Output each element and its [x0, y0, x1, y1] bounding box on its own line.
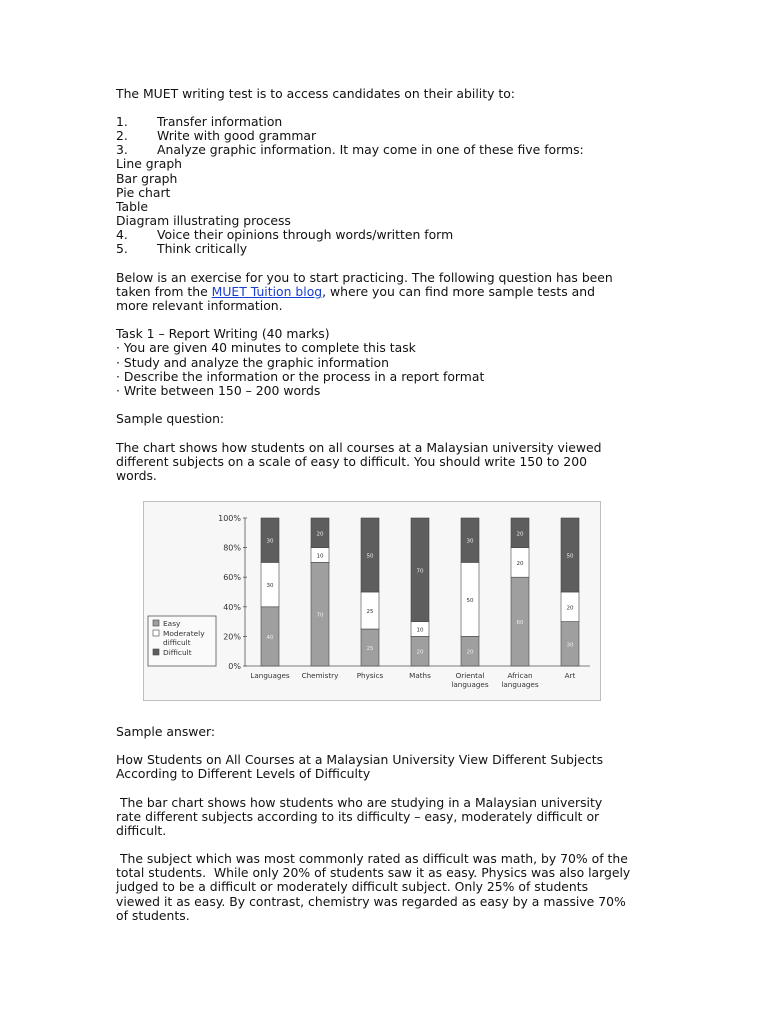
bar-data-label: 30 [566, 642, 574, 649]
form-item: Line graph [116, 156, 183, 171]
bar-data-label: 20 [416, 649, 424, 656]
question-line: The chart shows how students on all courses at a Malaysian university viewed [116, 440, 602, 455]
y-tick-label: 20% [223, 632, 241, 642]
x-tick-label: Chemistry [301, 671, 339, 680]
bar-data-label: 25 [366, 646, 374, 652]
paragraph-line: of students. [116, 908, 190, 923]
legend-swatch [153, 630, 159, 636]
list-text: Write with good grammar [157, 128, 317, 143]
legend-label: Easy [163, 619, 181, 628]
exercise-line: more relevant information. [116, 298, 283, 313]
task-bullet: · Study and analyze the graphic information [116, 355, 389, 370]
exercise-line: Below is an exercise for you to start practicing. The following question has been [116, 270, 613, 285]
x-tick-label: Maths [409, 671, 431, 680]
bar-data-label: 10 [416, 627, 424, 634]
paragraph-line: difficult. [116, 823, 167, 838]
intro-text: The MUET writing test is to access candidates on their ability to: [116, 86, 515, 101]
sample-question-label: Sample question: [116, 411, 225, 426]
paragraph-line: judged to be a difficult or moderately difficult subject. Only 25% of students [116, 879, 589, 894]
bar-data-label: 50 [566, 553, 574, 560]
form-item: Diagram illustrating process [116, 213, 291, 228]
bar-data-label: 70 [416, 568, 424, 575]
list-text: Think critically [157, 241, 248, 256]
list-number: 5. [116, 241, 128, 256]
form-item: Bar graph [116, 171, 178, 186]
exercise-text: , where you can find more sample tests and [322, 284, 595, 299]
y-tick-label: 80% [223, 543, 241, 553]
list-number: 1. [116, 114, 128, 129]
bar-data-label: 30 [466, 538, 474, 545]
list-number: 4. [116, 227, 128, 242]
legend-swatch [153, 649, 159, 655]
legend-label: Difficult [163, 648, 192, 657]
bar-data-label: 40 [266, 634, 274, 641]
x-tick-label: languages [501, 680, 539, 689]
paragraph-line: The bar chart shows how students who are studying in a Malaysian university [116, 795, 603, 810]
task-title: Task 1 – Report Writing (40 marks) [116, 326, 330, 341]
bar-data-label: 20 [316, 531, 324, 538]
paragraph-line: total students. While only 20% of students saw it as easy. Physics was also largely [116, 865, 631, 880]
list-text: Voice their opinions through words/written form [157, 227, 454, 242]
task-bullet: · You are given 40 minutes to complete this task [116, 340, 416, 355]
difficulty-bar-chart [143, 501, 601, 701]
y-tick-label: 60% [223, 573, 241, 583]
question-line: words. [116, 468, 157, 483]
list-item [116, 242, 247, 256]
x-tick-label: African [507, 671, 533, 680]
task-bullet: · Describe the information or the process in a report format [116, 369, 485, 384]
question-line: different subjects on a scale of easy to difficult. You should write 150 to 200 [116, 454, 587, 469]
list-item [116, 143, 584, 157]
bar-data-label: 20 [466, 649, 474, 656]
paragraph-line: The subject which was most commonly rated as difficult was math, by 70% of the [116, 851, 628, 866]
sample-answer-label: Sample answer: [116, 724, 216, 739]
exercise-text: taken from the [116, 284, 212, 299]
list-number: 3. [116, 142, 128, 157]
bar-data-label: 60 [516, 620, 524, 627]
x-tick-label: Oriental [455, 671, 485, 680]
x-tick-label: Physics [356, 671, 384, 680]
task-bullet: · Write between 150 – 200 words [116, 383, 321, 398]
y-tick-label: 40% [223, 602, 241, 612]
paragraph-line: rate different subjects according to its difficulty – easy, moderately difficult or [116, 809, 600, 824]
bar-data-label: 30 [266, 583, 274, 590]
list-number: 2. [116, 128, 128, 143]
list-text: Transfer information [157, 114, 283, 129]
chart-canvas [144, 502, 600, 700]
bar-data-label: 30 [266, 538, 274, 545]
bar-data-label: 10 [316, 553, 324, 560]
y-tick-label: 100% [218, 514, 241, 523]
list-text: Analyze graphic information. It may come in one of these five forms: [157, 142, 584, 157]
bar-data-label: 50 [366, 553, 374, 560]
paragraph-line: viewed it as easy. By contrast, chemistry was regarded as easy by a massive 70% [116, 894, 626, 909]
bar-data-label: 20 [566, 605, 574, 612]
answer-title-line: According to Different Levels of Difficulty [116, 766, 371, 781]
legend-swatch [153, 620, 159, 626]
bar-data-label: 25 [366, 609, 374, 615]
form-item: Table [116, 199, 149, 214]
bar-data-label: 20 [516, 560, 524, 567]
x-tick-label: Art [564, 671, 576, 680]
bar-data-label: 70 [316, 612, 324, 619]
legend-label: Moderately [163, 629, 205, 638]
y-tick-label: 0% [228, 662, 241, 671]
form-item: Pie chart [116, 185, 171, 200]
answer-title-line: How Students on All Courses at a Malaysian University View Different Subjects [116, 752, 604, 767]
bar-data-label: 50 [466, 597, 474, 604]
bar-data-label: 20 [516, 531, 524, 538]
x-tick-label: Languages [250, 671, 290, 680]
muet-tuition-blog-link[interactable]: MUET Tuition blog [211, 284, 323, 299]
x-tick-label: languages [451, 680, 489, 689]
legend-label: difficult [163, 638, 191, 647]
